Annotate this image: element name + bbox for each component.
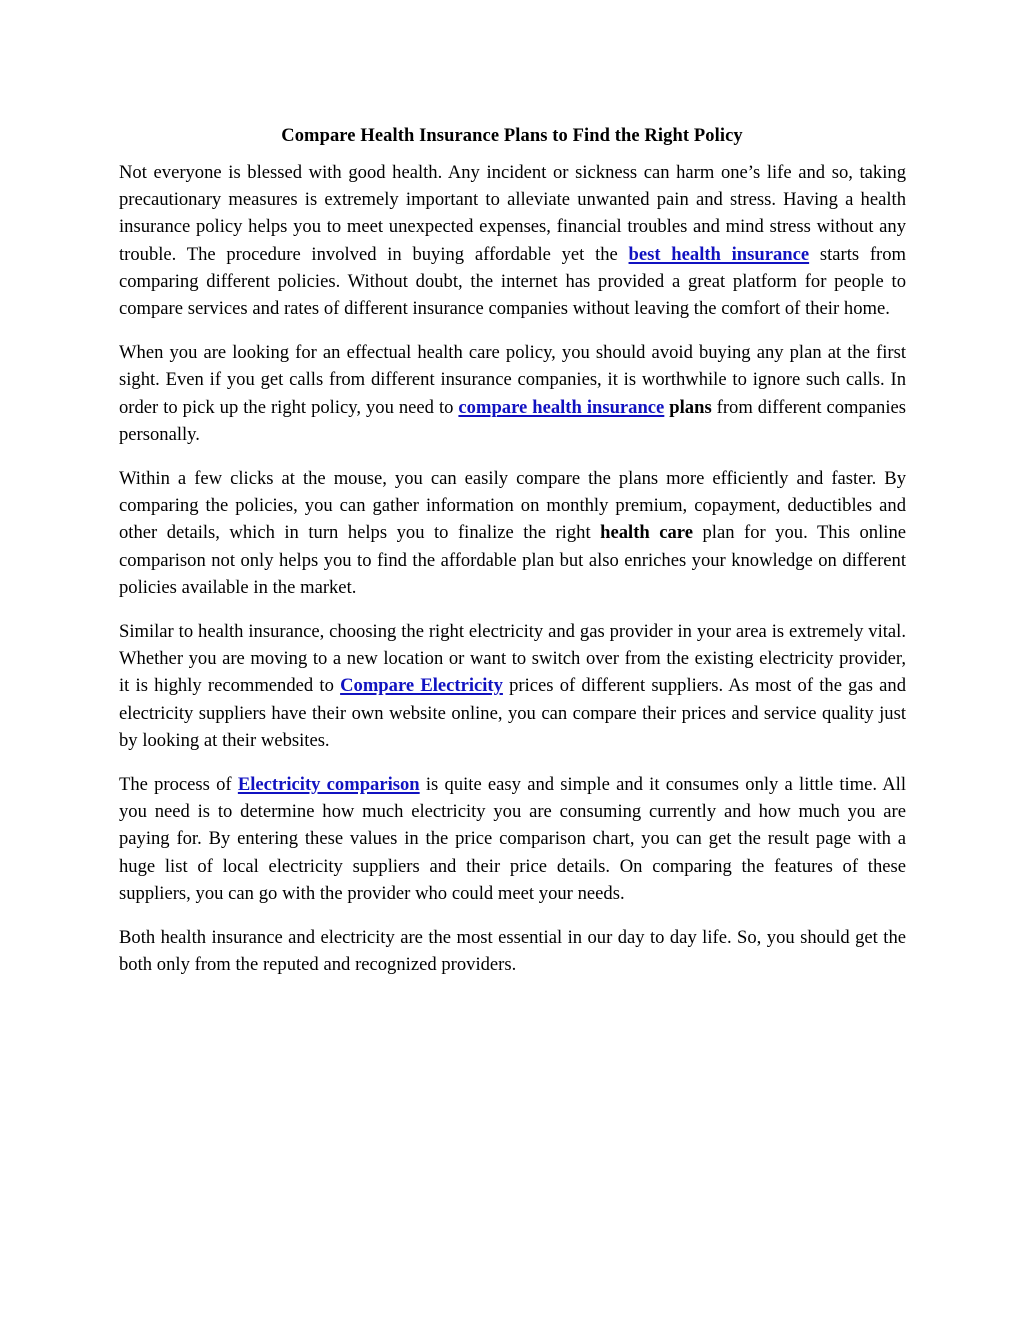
body-text: The process of [119,774,238,796]
inline-link[interactable]: Electricity comparison [237,774,420,796]
body-text: Similar to health insurance, choosing the right electricity and gas provider in your area is extremely vital. Whether you are moving to a new location or want to switch over from the existing electricity provider, it is highly recommended to [119,621,906,697]
paragraph-5 [119,771,906,907]
body-text: plan for you. This online comparison not only helps you to find the affordable plan but also enriches your knowledge on different policies available in the market. [119,522,906,598]
inline-link[interactable]: Compare Electricity [340,675,503,697]
body-text: Not everyone is blessed with good health. Any incident or sickness can harm one’s life and so, taking precautionary measures is extremely important to alleviate unwanted pain and stress. Having a health insurance policy helps you to meet unexpected expenses, financial troubles and mind stress without any trouble. The procedure involved in buying affordable yet the [119,162,906,265]
paragraph-3 [119,465,906,601]
emphasis-text: health care [600,522,693,544]
paragraph-1 [119,159,906,322]
body-text: is quite easy and simple and it consumes only a little time. All you need is to determine how much electricity you are consuming currently and how much you are paying for. By entering these values in the price comparison chart, you can get the result page with a huge list of local electricity suppliers and their price details. On comparing the features of these suppliers, you can go with the provider who could meet your needs. [119,774,907,904]
page-title: Compare Health Insurance Plans to Find the Right Policy [281,126,743,147]
emphasis-text: plans [664,396,712,418]
body-text: prices of different suppliers. As most of the gas and electricity suppliers have their own website online, you can compare their prices and service quality just by looking at their websites. [119,675,906,751]
body-text: Within a few clicks at the mouse, you can easily compare the plans more efficiently and faster. By comparing the policies, you can gather information on monthly premium, copayment, deductibles and other details, which in turn helps you to finalize the right [119,468,906,544]
body-text: Both health insurance and electricity are the most essential in our day to day life. So, you should get the both only from the reputed and recognized providers. [119,927,906,976]
paragraph-4 [119,618,906,754]
document-body [119,159,906,978]
paragraph-2 [119,339,906,448]
body-text: from different companies personally. [119,396,906,445]
inline-link[interactable]: best health insurance [628,243,810,265]
body-text: When you are looking for an effectual health care policy, you should avoid buying any plan at the first sight. Even if you get calls from different insurance companies, it is worthwhile to ignore such calls. In order to pick up the right policy, you need to [119,342,906,418]
inline-link[interactable]: compare health insurance [458,396,665,418]
paragraph-6 [119,924,906,978]
body-text: starts from comparing different policies. Without doubt, the internet has provided a great platform for people to compare services and rates of different insurance companies without leaving the comfort of their home. [119,243,906,320]
